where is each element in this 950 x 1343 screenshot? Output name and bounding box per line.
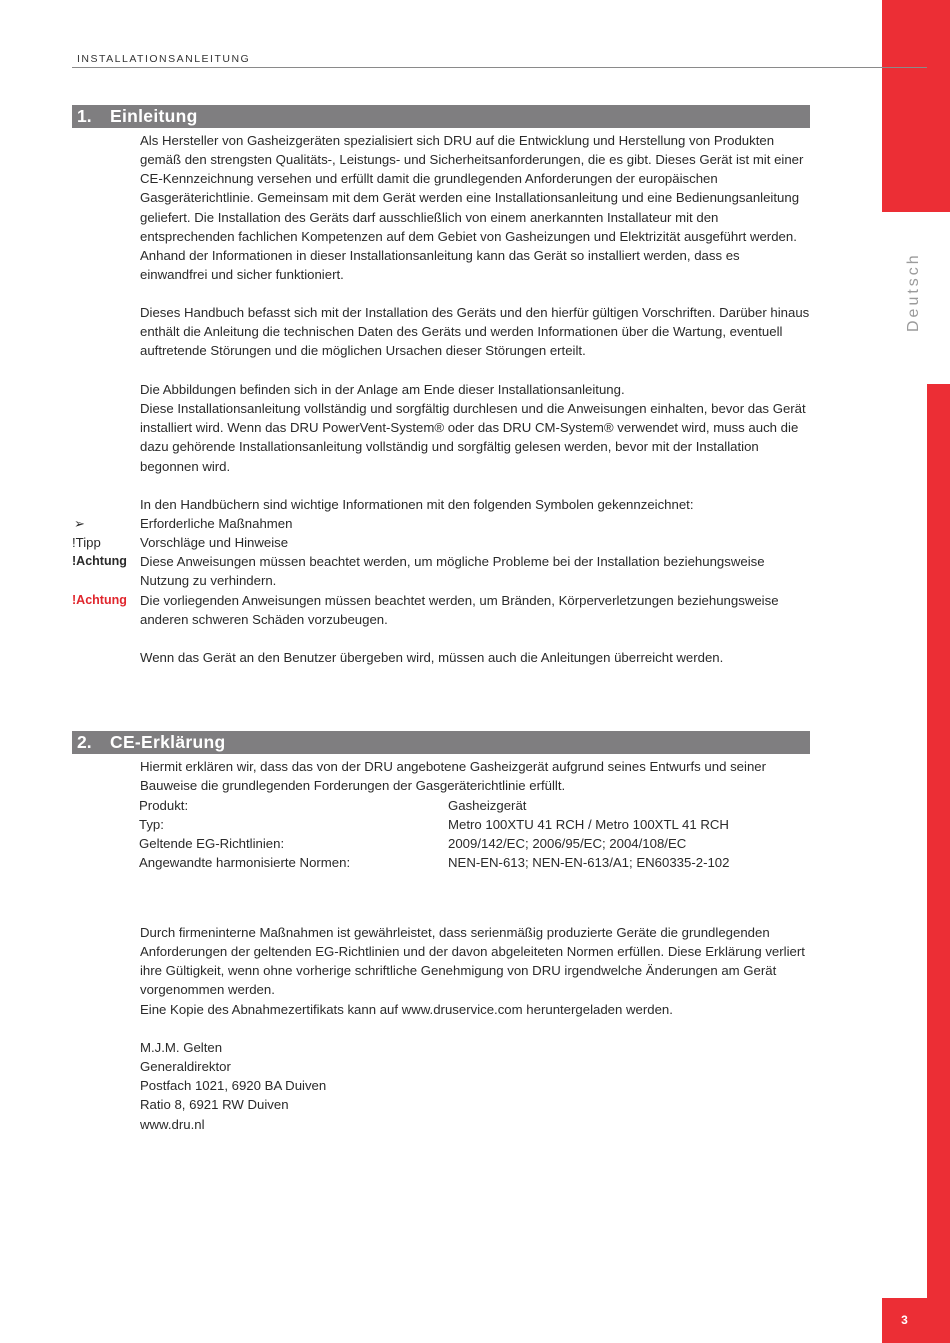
paragraph: Durch firmeninterne Maßnahmen ist gewährleistet, dass serienmäßig produzierte Geräte die grundlegenden Anforderungen der geltenden EG-Richtlinien und der davon abgeleiteten Normen erfüllen. Diese Erklärung verliert ihre Gültigkeit, wenn ohne vorherige schriftliche Genehmigung von DRU irgendwelche Änderungen am Gerät vorgenommen werden. bbox=[140, 925, 805, 998]
signatory-title: Generaldirektor bbox=[140, 1059, 231, 1075]
signatory-name: M.J.M. Gelten bbox=[140, 1040, 223, 1055]
row-value: NEN-EN-613; NEN-EN-613/A1; EN60335-2-102 bbox=[448, 855, 730, 871]
red-side-strip bbox=[927, 384, 950, 1343]
header-rule bbox=[72, 67, 927, 68]
paragraph: In den Handbüchern sind wichtige Informationen mit den folgenden Symbolen gekennzeichnet: bbox=[140, 497, 694, 512]
row-value: 2009/142/EC; 2006/95/EC; 2004/108/EC bbox=[448, 836, 687, 852]
section-number: 2. bbox=[77, 732, 92, 752]
section-heading-1 bbox=[72, 105, 810, 128]
symbol-text: Diese Anweisungen müssen beachtet werden, um mögliche Probleme bei der Installation beziehungsweise Nutzung zu verhindern. bbox=[140, 554, 765, 589]
ce-details-table bbox=[139, 796, 809, 873]
paragraph: Die Abbildungen befinden sich in der Anlage am Ende dieser Installationsanleitung. bbox=[140, 382, 625, 397]
warning-label: !Achtung bbox=[72, 593, 127, 607]
ce-intro bbox=[140, 757, 810, 795]
paragraph-symbols-intro bbox=[140, 495, 810, 514]
symbol-text: Vorschläge und Hinweise bbox=[140, 535, 289, 550]
section-title: Einleitung bbox=[110, 106, 198, 126]
paragraph: Als Hersteller von Gasheizgeräten spezialisiert sich DRU auf die Entwicklung und Herstellung von Produkten gemäß den strengsten Qualitäts-, Leistungs- und Sicherheitsanforderungen, die es gibt. Dieses Gerät ist mit einer CE-Kennzeichnung versehen und erfüllt damit die grundlegenden Anforderungen der europäischen Gasgeräterichtlinie. Gemeinsam mit dem Gerät werden eine Installationsanleitung und eine Bedienungsanleitung geliefert. Die Installation des Geräts darf ausschließlich von einem anerkannten Installateur mit den entsprechenden fachlichen Kompetenzen auf dem Gebiet von Gasheizungen und Elektrizität ausgeführt werden. Anhand der Informationen in dieser Installationsanleitung kann das Gerät so installiert werden, dass es einwandfrei und sicher funktioniert. bbox=[140, 133, 804, 283]
symbol-text: Die vorliegenden Anweisungen müssen beachtet werden, um Bränden, Körperverletzungen beziehungsweise anderen schweren Schäden vorzubeugen. bbox=[140, 593, 779, 628]
table-row bbox=[139, 815, 809, 834]
paragraph: Eine Kopie des Abnahmezertifikats kann auf www.druservice.com heruntergeladen werden. bbox=[140, 1001, 673, 1017]
paragraph-contents bbox=[140, 303, 810, 360]
website-link[interactable]: www.dru.nl bbox=[140, 1116, 205, 1132]
language-tab-label: Deutsch bbox=[905, 252, 922, 332]
row-key: Angewandte harmonisierte Normen: bbox=[139, 855, 351, 871]
signature-block bbox=[140, 1038, 540, 1134]
paragraph: Dieses Handbuch befasst sich mit der Installation des Geräts und den hierfür gültigen Vorschriften. Darüber hinaus enthält die Anleitung die technischen Daten des Geräts und werden Informationen über die Wartung, eventuell auftretende Störungen und die möglichen Ursachen dieser Störungen erteilt. bbox=[140, 305, 810, 359]
paragraph: Hiermit erklären wir, dass das von der DRU angebotene Gasheizgerät aufgrund seines Entwurfs und seiner Bauweise die grundlegenden Forderungen der Gasgeräterichtlinie erfüllt. bbox=[140, 759, 766, 794]
table-row bbox=[139, 834, 809, 853]
row-value: Gasheizgerät bbox=[448, 798, 527, 813]
row-key: Geltende EG-Richtlinien: bbox=[139, 836, 285, 852]
table-row bbox=[139, 853, 809, 872]
row-value: Metro 100XTU 41 RCH / Metro 100XTL 41 RCH bbox=[448, 817, 729, 833]
row-key: Typ: bbox=[139, 817, 164, 833]
paragraph: Wenn das Gerät an den Benutzer übergeben wird, müssen auch die Anleitungen überreicht werden. bbox=[140, 650, 724, 665]
paragraph-intro bbox=[140, 131, 810, 284]
table-row bbox=[139, 796, 809, 815]
paragraph: Diese Installationsanleitung vollständig und sorgfältig durchlesen und die Anweisungen einhalten, bevor das Gerät installiert wird. Wenn das DRU PowerVent-System® oder das DRU CM-System® verwendet wird, muss auch die dazu gehörende Installationsanleitung vollständig und sorgfältig gelesen werden, bevor mit der Installation begonnen wird. bbox=[140, 401, 806, 474]
running-header: INSTALLATIONSANLEITUNG bbox=[77, 53, 251, 65]
row-key: Produkt: bbox=[139, 798, 189, 813]
paragraph-figures bbox=[140, 380, 810, 476]
section-heading-2 bbox=[72, 731, 810, 754]
section-title: CE-Erklärung bbox=[110, 732, 226, 752]
red-corner-tab bbox=[882, 0, 950, 212]
tip-label: !Tipp bbox=[72, 535, 101, 550]
arrow-icon: ➢ bbox=[74, 516, 86, 531]
section-number: 1. bbox=[77, 106, 92, 126]
address-line: Postfach 1021, 6920 BA Duiven bbox=[140, 1078, 327, 1094]
caution-label: !Achtung bbox=[72, 554, 127, 568]
ce-statement bbox=[140, 923, 810, 1019]
paragraph-handover bbox=[140, 648, 810, 667]
address-line: Ratio 8, 6921 RW Duiven bbox=[140, 1097, 289, 1113]
page-number: 3 bbox=[882, 1298, 927, 1343]
symbol-text: Erforderliche Maßnahmen bbox=[140, 516, 293, 531]
